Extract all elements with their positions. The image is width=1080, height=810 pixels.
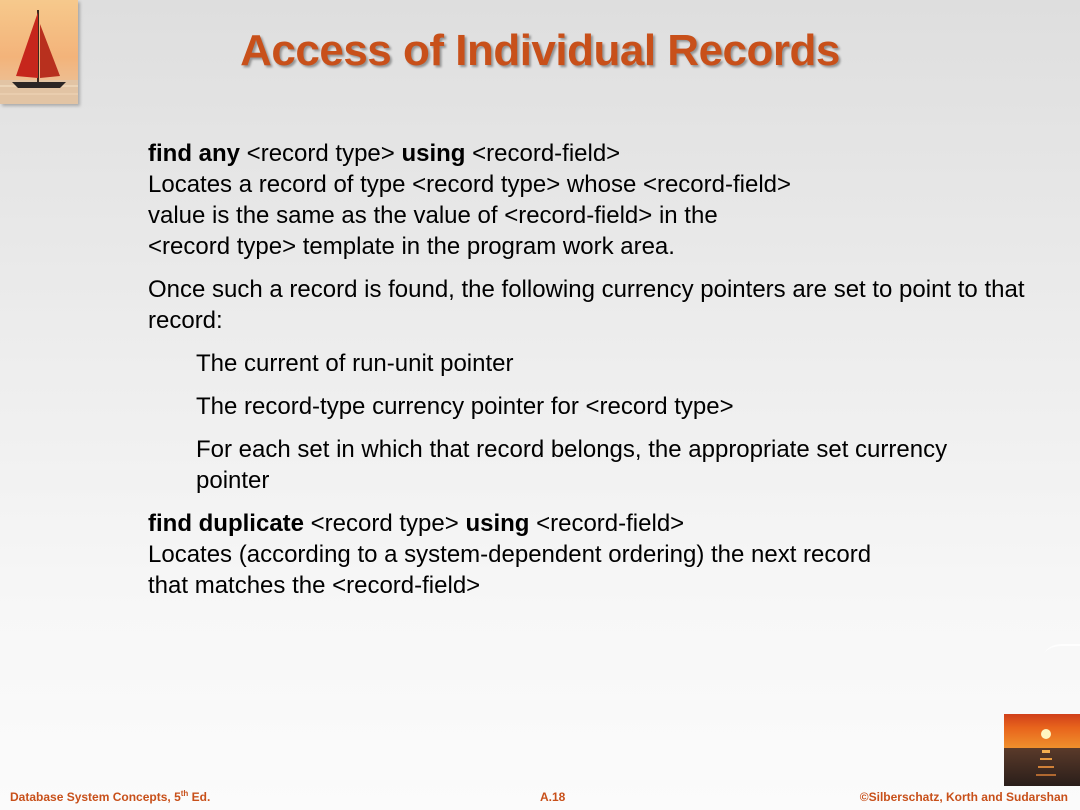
syntax-text: <record type>: [304, 510, 466, 537]
footer-book-title: [10, 789, 210, 804]
keyword-using: using: [401, 140, 466, 167]
footer-text: Ed.: [188, 790, 211, 804]
slide-number: A.18: [540, 790, 566, 804]
syntax-text: <record-field>: [529, 510, 685, 537]
find-any-syntax: [148, 138, 1028, 169]
find-any-block: [148, 138, 1028, 262]
find-duplicate-block: [148, 508, 1028, 601]
sunset-image: [1004, 714, 1080, 786]
keyword-using: using: [465, 510, 530, 537]
footer-text: Database System Concepts, 5: [10, 790, 181, 804]
keyword-find-duplicate: find duplicate: [148, 510, 304, 537]
find-duplicate-syntax: [148, 508, 1028, 539]
footer-sup: th: [180, 789, 189, 798]
body-line: <record type> template in the program work area.: [148, 233, 675, 260]
sub-item: For each set in which that record belongs, the appropriate set currency pointer: [196, 436, 948, 494]
slide-body: [148, 138, 1028, 601]
body-line: Locates (according to a system-dependent ordering) the next record: [148, 541, 872, 568]
syntax-text: <record type>: [240, 140, 402, 167]
sub-item: The record-type currency pointer for <record type>: [196, 393, 734, 420]
decorative-swoosh: [1044, 644, 1080, 668]
body-line: Locates a record of type <record type> whose <record-field>: [148, 171, 792, 198]
footer-copyright: ©Silberschatz, Korth and Sudarshan: [859, 790, 1068, 804]
keyword-find-any: find any: [148, 140, 241, 167]
body-line: value is the same as the value of <record-field> in the: [148, 202, 718, 229]
currency-intro: Once such a record is found, the following currency pointers are set to point to that record:: [148, 276, 1025, 334]
sub-item: The current of run-unit pointer: [196, 350, 514, 377]
slide-title: Access of Individual Records: [240, 26, 840, 75]
syntax-text: <record-field>: [465, 140, 621, 167]
body-line: that matches the <record-field>: [148, 572, 481, 599]
